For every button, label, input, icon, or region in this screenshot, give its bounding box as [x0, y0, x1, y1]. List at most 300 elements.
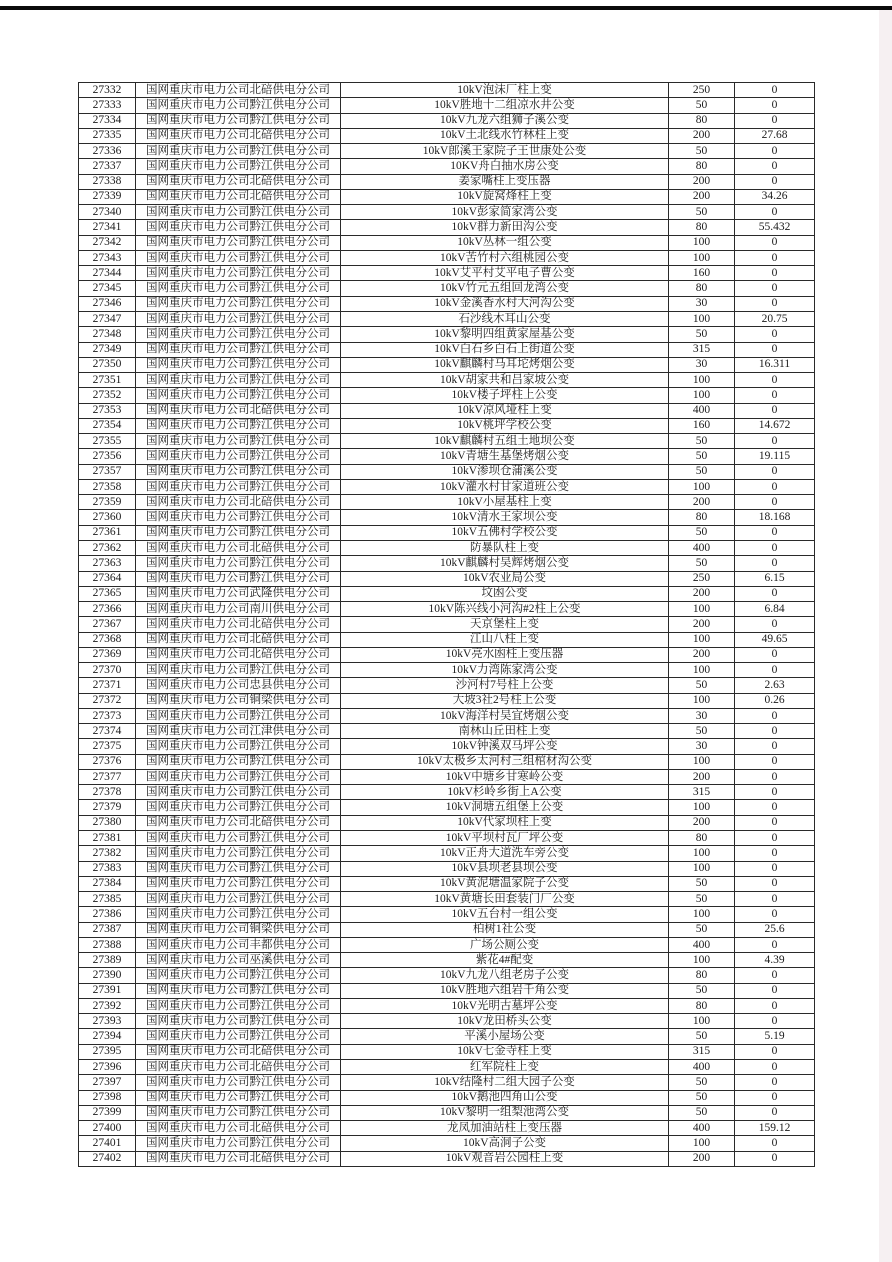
cell-capacity: 250 — [669, 571, 735, 586]
cell-capacity: 80 — [669, 281, 735, 296]
cell-company-name: 国网重庆市电力公司黔江供电分公司 — [136, 708, 341, 723]
table-row — [79, 831, 815, 846]
table-row — [79, 708, 815, 723]
cell-row-id: 27347 — [79, 311, 136, 326]
cell-row-id: 27386 — [79, 907, 136, 922]
cell-value: 49.65 — [735, 632, 815, 647]
cell-value: 0 — [735, 1151, 815, 1166]
cell-row-id: 27383 — [79, 861, 136, 876]
cell-row-id: 27400 — [79, 1121, 136, 1136]
cell-capacity: 250 — [669, 83, 735, 98]
cell-capacity: 100 — [669, 1014, 735, 1029]
cell-row-id: 27349 — [79, 342, 136, 357]
cell-row-id: 27373 — [79, 708, 136, 723]
cell-value: 0 — [735, 785, 815, 800]
table-row — [79, 1121, 815, 1136]
cell-company-name: 国网重庆市电力公司北碚供电分公司 — [136, 189, 341, 204]
cell-capacity: 80 — [669, 113, 735, 128]
cell-capacity: 100 — [669, 754, 735, 769]
cell-transformer-name: 10kV高洞子公变 — [341, 1136, 669, 1151]
table-row — [79, 1044, 815, 1059]
cell-transformer-name: 10kV海洋村吴宜烤烟公变 — [341, 708, 669, 723]
cell-value: 6.15 — [735, 571, 815, 586]
cell-capacity: 100 — [669, 235, 735, 250]
cell-company-name: 国网重庆市电力公司北碚供电分公司 — [136, 128, 341, 143]
cell-capacity: 200 — [669, 586, 735, 601]
cell-transformer-name: 10kV亮水凼柱上变压器 — [341, 647, 669, 662]
table-row — [79, 663, 815, 678]
cell-value: 0 — [735, 937, 815, 952]
cell-value: 0 — [735, 861, 815, 876]
cell-capacity: 200 — [669, 617, 735, 632]
cell-row-id: 27364 — [79, 571, 136, 586]
table-row — [79, 632, 815, 647]
cell-company-name: 国网重庆市电力公司北碚供电分公司 — [136, 632, 341, 647]
cell-company-name: 国网重庆市电力公司黔江供电分公司 — [136, 556, 341, 571]
cell-company-name: 国网重庆市电力公司北碚供电分公司 — [136, 174, 341, 189]
cell-company-name: 国网重庆市电力公司黔江供电分公司 — [136, 892, 341, 907]
cell-value: 0 — [735, 815, 815, 830]
cell-row-id: 27395 — [79, 1044, 136, 1059]
cell-capacity: 80 — [669, 998, 735, 1013]
cell-company-name: 国网重庆市电力公司黔江供电分公司 — [136, 281, 341, 296]
cell-value: 0 — [735, 846, 815, 861]
cell-row-id: 27401 — [79, 1136, 136, 1151]
cell-capacity: 400 — [669, 540, 735, 555]
cell-transformer-name: 10kV黎明四组黄家屋基公变 — [341, 327, 669, 342]
cell-row-id: 27397 — [79, 1075, 136, 1090]
table-row — [79, 1090, 815, 1105]
cell-capacity: 400 — [669, 1121, 735, 1136]
table-row — [79, 953, 815, 968]
cell-transformer-name: 10kV中塘乡甘寒岭公变 — [341, 769, 669, 784]
cell-value: 0 — [735, 739, 815, 754]
cell-transformer-name: 10kV小屋基柱上变 — [341, 495, 669, 510]
cell-value: 0 — [735, 113, 815, 128]
table-row — [79, 586, 815, 601]
cell-company-name: 国网重庆市电力公司黔江供电分公司 — [136, 1029, 341, 1044]
cell-company-name: 国网重庆市电力公司黔江供电分公司 — [136, 449, 341, 464]
cell-company-name: 国网重庆市电力公司黔江供电分公司 — [136, 464, 341, 479]
cell-transformer-name: 10kV清水王家坝公变 — [341, 510, 669, 525]
cell-transformer-name: 10kV九龙六组狮子溪公变 — [341, 113, 669, 128]
cell-value: 0 — [735, 434, 815, 449]
cell-row-id: 27402 — [79, 1151, 136, 1166]
cell-value: 0 — [735, 998, 815, 1013]
cell-transformer-name: 平溪小屋场公变 — [341, 1029, 669, 1044]
cell-value: 0 — [735, 831, 815, 846]
cell-row-id: 27356 — [79, 449, 136, 464]
cell-value: 0 — [735, 968, 815, 983]
table-body — [79, 83, 815, 1167]
table-row — [79, 1105, 815, 1120]
cell-row-id: 27389 — [79, 953, 136, 968]
cell-row-id: 27376 — [79, 754, 136, 769]
cell-transformer-name: 10kV杉岭乡街上A公变 — [341, 785, 669, 800]
table-row — [79, 1075, 815, 1090]
cell-row-id: 27358 — [79, 479, 136, 494]
cell-company-name: 国网重庆市电力公司北碚供电分公司 — [136, 617, 341, 632]
table-row — [79, 128, 815, 143]
cell-capacity: 50 — [669, 1029, 735, 1044]
table-row — [79, 342, 815, 357]
cell-capacity: 200 — [669, 174, 735, 189]
cell-value: 2.63 — [735, 678, 815, 693]
cell-capacity: 315 — [669, 342, 735, 357]
cell-value: 0 — [735, 892, 815, 907]
cell-row-id: 27377 — [79, 769, 136, 784]
cell-capacity: 100 — [669, 373, 735, 388]
cell-company-name: 国网重庆市电力公司黔江供电分公司 — [136, 998, 341, 1013]
cell-company-name: 国网重庆市电力公司黔江供电分公司 — [136, 861, 341, 876]
cell-value: 0 — [735, 876, 815, 891]
table-row — [79, 373, 815, 388]
cell-row-id: 27388 — [79, 937, 136, 952]
table-row — [79, 281, 815, 296]
cell-row-id: 27348 — [79, 327, 136, 342]
cell-value: 20.75 — [735, 311, 815, 326]
cell-company-name: 国网重庆市电力公司黔江供电分公司 — [136, 510, 341, 525]
cell-company-name: 国网重庆市电力公司黔江供电分公司 — [136, 1136, 341, 1151]
cell-value: 0 — [735, 495, 815, 510]
cell-transformer-name: 紫花4#配变 — [341, 953, 669, 968]
cell-transformer-name: 10kV五佛村学校公变 — [341, 525, 669, 540]
cell-row-id: 27340 — [79, 205, 136, 220]
cell-transformer-name: 10kV平坝村瓦厂坪公变 — [341, 831, 669, 846]
cell-transformer-name: 10kV胡家共和吕家坡公变 — [341, 373, 669, 388]
cell-company-name: 国网重庆市电力公司黔江供电分公司 — [136, 785, 341, 800]
cell-row-id: 27337 — [79, 159, 136, 174]
cell-transformer-name: 江山八柱上变 — [341, 632, 669, 647]
table-row — [79, 434, 815, 449]
cell-transformer-name: 龙凤加油站柱上变压器 — [341, 1121, 669, 1136]
cell-company-name: 国网重庆市电力公司北碚供电分公司 — [136, 815, 341, 830]
cell-transformer-name: 10kV光明古墓坪公变 — [341, 998, 669, 1013]
cell-transformer-name: 10kV彭家简家湾公变 — [341, 205, 669, 220]
cell-value: 18.168 — [735, 510, 815, 525]
cell-transformer-name: 10kV鹅池四角山公变 — [341, 1090, 669, 1105]
table-row — [79, 983, 815, 998]
cell-company-name: 国网重庆市电力公司黔江供电分公司 — [136, 296, 341, 311]
cell-row-id: 27398 — [79, 1090, 136, 1105]
cell-value: 0 — [735, 586, 815, 601]
cell-row-id: 27371 — [79, 678, 136, 693]
cell-row-id: 27352 — [79, 388, 136, 403]
cell-value: 16.311 — [735, 357, 815, 372]
cell-row-id: 27346 — [79, 296, 136, 311]
cell-row-id: 27354 — [79, 418, 136, 433]
cell-company-name: 国网重庆市电力公司北碚供电分公司 — [136, 83, 341, 98]
cell-company-name: 国网重庆市电力公司北碚供电分公司 — [136, 1044, 341, 1059]
cell-transformer-name: 10kV白石乡白石上街道公变 — [341, 342, 669, 357]
cell-company-name: 国网重庆市电力公司黔江供电分公司 — [136, 907, 341, 922]
cell-value: 5.19 — [735, 1029, 815, 1044]
cell-transformer-name: 10kV五台村一组公变 — [341, 907, 669, 922]
cell-value: 0 — [735, 464, 815, 479]
cell-capacity: 160 — [669, 266, 735, 281]
cell-value: 0 — [735, 617, 815, 632]
cell-row-id: 27372 — [79, 693, 136, 708]
cell-row-id: 27343 — [79, 250, 136, 265]
cell-transformer-name: 10kV力湾陈家湾公变 — [341, 663, 669, 678]
table-row — [79, 83, 815, 98]
table-row — [79, 1029, 815, 1044]
cell-value: 0 — [735, 327, 815, 342]
cell-transformer-name: 10kV竹元五组回龙湾公变 — [341, 281, 669, 296]
cell-row-id: 27336 — [79, 144, 136, 159]
cell-company-name: 国网重庆市电力公司北碚供电分公司 — [136, 1151, 341, 1166]
table-row — [79, 388, 815, 403]
cell-transformer-name: 10kV旋窝烽柱上变 — [341, 189, 669, 204]
cell-company-name: 国网重庆市电力公司武隆供电分公司 — [136, 586, 341, 601]
table-row — [79, 403, 815, 418]
cell-row-id: 27394 — [79, 1029, 136, 1044]
cell-company-name: 国网重庆市电力公司黔江供电分公司 — [136, 159, 341, 174]
table-row — [79, 510, 815, 525]
table-row — [79, 815, 815, 830]
cell-capacity: 50 — [669, 464, 735, 479]
cell-capacity: 315 — [669, 1044, 735, 1059]
cell-transformer-name: 10kV楼子坪柱上公变 — [341, 388, 669, 403]
table-row — [79, 418, 815, 433]
cell-transformer-name: 10kV凉风垭柱上变 — [341, 403, 669, 418]
table-row — [79, 937, 815, 952]
cell-row-id: 27341 — [79, 220, 136, 235]
table-row — [79, 220, 815, 235]
cell-row-id: 27332 — [79, 83, 136, 98]
table-row — [79, 311, 815, 326]
cell-transformer-name: 10kV龙田桥头公变 — [341, 1014, 669, 1029]
cell-row-id: 27396 — [79, 1060, 136, 1075]
cell-capacity: 50 — [669, 892, 735, 907]
cell-row-id: 27342 — [79, 235, 136, 250]
cell-value: 6.84 — [735, 602, 815, 617]
cell-capacity: 100 — [669, 602, 735, 617]
cell-transformer-name: 10kV洞塘五组堡上公变 — [341, 800, 669, 815]
table-row — [79, 235, 815, 250]
cell-value: 0 — [735, 556, 815, 571]
cell-row-id: 27363 — [79, 556, 136, 571]
cell-transformer-name: 10kV县坝老县坝公变 — [341, 861, 669, 876]
cell-company-name: 国网重庆市电力公司黔江供电分公司 — [136, 876, 341, 891]
cell-capacity: 30 — [669, 739, 735, 754]
cell-capacity: 100 — [669, 800, 735, 815]
cell-capacity: 160 — [669, 418, 735, 433]
cell-company-name: 国网重庆市电力公司北碚供电分公司 — [136, 1121, 341, 1136]
table-row — [79, 479, 815, 494]
cell-company-name: 国网重庆市电力公司黔江供电分公司 — [136, 846, 341, 861]
cell-value: 0 — [735, 708, 815, 723]
cell-transformer-name: 10kV麒麟村吴辉烤烟公变 — [341, 556, 669, 571]
cell-transformer-name: 石沙线木耳山公变 — [341, 311, 669, 326]
cell-company-name: 国网重庆市电力公司黔江供电分公司 — [136, 388, 341, 403]
cell-capacity: 50 — [669, 327, 735, 342]
cell-capacity: 30 — [669, 357, 735, 372]
table-row — [79, 327, 815, 342]
cell-row-id: 27365 — [79, 586, 136, 601]
cell-company-name: 国网重庆市电力公司黔江供电分公司 — [136, 357, 341, 372]
table-row — [79, 449, 815, 464]
cell-row-id: 27379 — [79, 800, 136, 815]
cell-capacity: 200 — [669, 647, 735, 662]
cell-company-name: 国网重庆市电力公司黔江供电分公司 — [136, 418, 341, 433]
cell-capacity: 200 — [669, 495, 735, 510]
cell-value: 0 — [735, 98, 815, 113]
cell-company-name: 国网重庆市电力公司黔江供电分公司 — [136, 113, 341, 128]
cell-row-id: 27339 — [79, 189, 136, 204]
cell-transformer-name: 10kV苦竹村六组桃园公变 — [341, 250, 669, 265]
cell-value: 0 — [735, 266, 815, 281]
cell-company-name: 国网重庆市电力公司黔江供电分公司 — [136, 98, 341, 113]
cell-transformer-name: 10kV陈兴线小河沟#2柱上公变 — [341, 602, 669, 617]
cell-value: 0 — [735, 250, 815, 265]
cell-transformer-name: 南林山丘田柱上变 — [341, 724, 669, 739]
cell-value: 0 — [735, 281, 815, 296]
cell-company-name: 国网重庆市电力公司黔江供电分公司 — [136, 1105, 341, 1120]
cell-value: 0 — [735, 525, 815, 540]
cell-transformer-name: 10kV正舟大道洗车旁公变 — [341, 846, 669, 861]
cell-row-id: 27366 — [79, 602, 136, 617]
cell-capacity: 400 — [669, 1060, 735, 1075]
cell-value: 0 — [735, 1060, 815, 1075]
cell-company-name: 国网重庆市电力公司黔江供电分公司 — [136, 479, 341, 494]
cell-capacity: 100 — [669, 1136, 735, 1151]
cell-company-name: 国网重庆市电力公司黔江供电分公司 — [136, 434, 341, 449]
cell-value: 0 — [735, 983, 815, 998]
cell-value: 27.68 — [735, 128, 815, 143]
cell-company-name: 国网重庆市电力公司黔江供电分公司 — [136, 983, 341, 998]
cell-capacity: 50 — [669, 983, 735, 998]
cell-capacity: 100 — [669, 388, 735, 403]
table-row — [79, 113, 815, 128]
cell-capacity: 315 — [669, 785, 735, 800]
cell-row-id: 27344 — [79, 266, 136, 281]
cell-transformer-name: 10kV麒麟村马耳坨烤烟公变 — [341, 357, 669, 372]
cell-row-id: 27369 — [79, 647, 136, 662]
cell-capacity: 200 — [669, 128, 735, 143]
cell-transformer-name: 坟凼公变 — [341, 586, 669, 601]
cell-value: 0 — [735, 754, 815, 769]
cell-transformer-name: 10kV灌水村甘家道班公变 — [341, 479, 669, 494]
cell-company-name: 国网重庆市电力公司丰都供电分公司 — [136, 937, 341, 952]
cell-value: 0 — [735, 1075, 815, 1090]
table-row — [79, 922, 815, 937]
cell-value: 0 — [735, 296, 815, 311]
cell-row-id: 27333 — [79, 98, 136, 113]
cell-company-name: 国网重庆市电力公司黔江供电分公司 — [136, 327, 341, 342]
cell-transformer-name: 10kV七金寺柱上变 — [341, 1044, 669, 1059]
cell-capacity: 200 — [669, 769, 735, 784]
cell-row-id: 27380 — [79, 815, 136, 830]
cell-company-name: 国网重庆市电力公司黔江供电分公司 — [136, 1014, 341, 1029]
table-row — [79, 739, 815, 754]
cell-transformer-name: 10kV麒麟村五组土地坝公变 — [341, 434, 669, 449]
cell-value: 0 — [735, 403, 815, 418]
cell-value: 0 — [735, 1044, 815, 1059]
table-row — [79, 296, 815, 311]
table-row — [79, 1151, 815, 1166]
cell-company-name: 国网重庆市电力公司黔江供电分公司 — [136, 1090, 341, 1105]
table-row — [79, 647, 815, 662]
cell-transformer-name: 10kV农业局公变 — [341, 571, 669, 586]
cell-transformer-name: 10kV桃坪学校公变 — [341, 418, 669, 433]
cell-value: 0 — [735, 1090, 815, 1105]
cell-company-name: 国网重庆市电力公司黔江供电分公司 — [136, 831, 341, 846]
table-row — [79, 846, 815, 861]
cell-row-id: 27368 — [79, 632, 136, 647]
cell-capacity: 50 — [669, 1105, 735, 1120]
cell-row-id: 27353 — [79, 403, 136, 418]
cell-transformer-name: 广场公厕公变 — [341, 937, 669, 952]
cell-row-id: 27393 — [79, 1014, 136, 1029]
cell-value: 0 — [735, 479, 815, 494]
cell-row-id: 27351 — [79, 373, 136, 388]
cell-transformer-name: 10kV群力新田沟公变 — [341, 220, 669, 235]
table-row — [79, 159, 815, 174]
cell-value: 0 — [735, 1136, 815, 1151]
cell-row-id: 27345 — [79, 281, 136, 296]
cell-transformer-name: 红军院柱上变 — [341, 1060, 669, 1075]
cell-company-name: 国网重庆市电力公司北碚供电分公司 — [136, 540, 341, 555]
cell-capacity: 50 — [669, 434, 735, 449]
table-row — [79, 144, 815, 159]
page-edge-shade — [879, 10, 892, 1262]
cell-row-id: 27391 — [79, 983, 136, 998]
table-row — [79, 174, 815, 189]
cell-capacity: 50 — [669, 98, 735, 113]
cell-row-id: 27390 — [79, 968, 136, 983]
table-row — [79, 250, 815, 265]
cell-value: 0 — [735, 144, 815, 159]
table-row — [79, 693, 815, 708]
table-row — [79, 556, 815, 571]
cell-capacity: 80 — [669, 510, 735, 525]
cell-transformer-name: 10kV金溪香水村大河沟公变 — [341, 296, 669, 311]
cell-company-name: 国网重庆市电力公司北碚供电分公司 — [136, 647, 341, 662]
cell-capacity: 50 — [669, 144, 735, 159]
cell-company-name: 国网重庆市电力公司黔江供电分公司 — [136, 266, 341, 281]
cell-company-name: 国网重庆市电力公司黔江供电分公司 — [136, 144, 341, 159]
cell-capacity: 50 — [669, 876, 735, 891]
cell-transformer-name: 10kV黄泥塘温家院子公变 — [341, 876, 669, 891]
table-row — [79, 754, 815, 769]
table-row — [79, 571, 815, 586]
cell-capacity: 50 — [669, 922, 735, 937]
cell-capacity: 80 — [669, 831, 735, 846]
cell-transformer-name: 沙河村7号柱上公变 — [341, 678, 669, 693]
cell-company-name: 国网重庆市电力公司黔江供电分公司 — [136, 663, 341, 678]
cell-capacity: 100 — [669, 953, 735, 968]
cell-value: 0 — [735, 83, 815, 98]
cell-row-id: 27367 — [79, 617, 136, 632]
cell-value: 0 — [735, 907, 815, 922]
cell-value: 0 — [735, 724, 815, 739]
cell-transformer-name: 10kV胜地六组岩千角公变 — [341, 983, 669, 998]
cell-value: 0 — [735, 373, 815, 388]
table-row — [79, 769, 815, 784]
cell-row-id: 27355 — [79, 434, 136, 449]
cell-capacity: 50 — [669, 205, 735, 220]
cell-transformer-name: 10kV结隆村二组大园子公变 — [341, 1075, 669, 1090]
cell-capacity: 30 — [669, 708, 735, 723]
cell-transformer-name: 天京堡柱上变 — [341, 617, 669, 632]
cell-capacity: 50 — [669, 449, 735, 464]
cell-company-name: 国网重庆市电力公司巫溪供电分公司 — [136, 953, 341, 968]
cell-transformer-name: 大坡3社2号柱上公变 — [341, 693, 669, 708]
cell-transformer-name: 10kV黄塘长田套装门厂公变 — [341, 892, 669, 907]
cell-company-name: 国网重庆市电力公司北碚供电分公司 — [136, 495, 341, 510]
cell-row-id: 27381 — [79, 831, 136, 846]
